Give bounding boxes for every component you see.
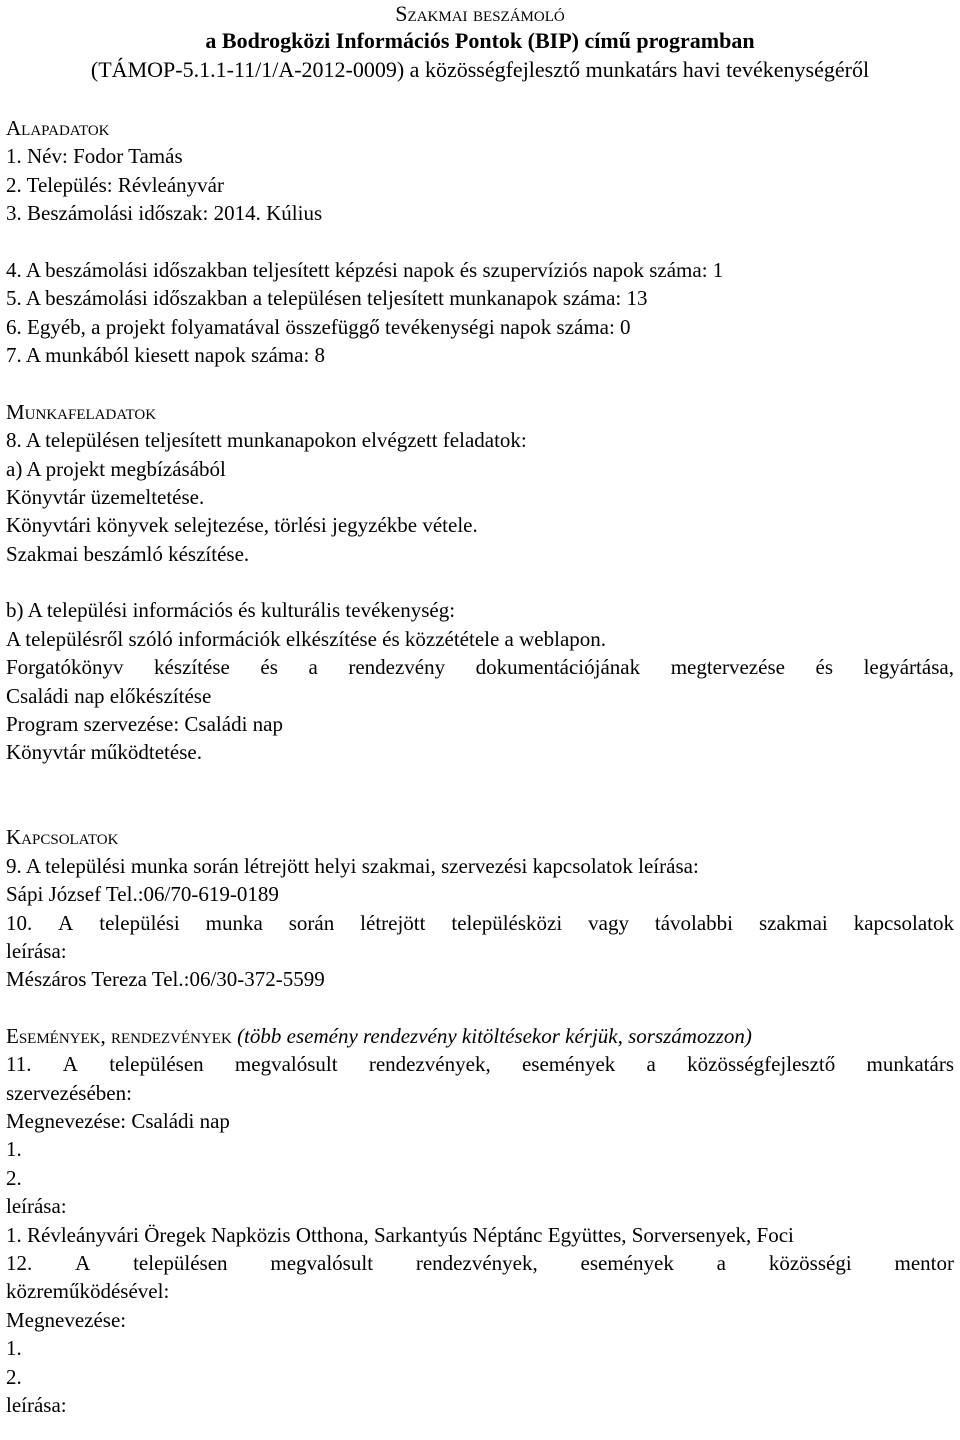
events-question-12-cont: közreműködésével: bbox=[6, 1279, 170, 1303]
word: a bbox=[308, 655, 318, 679]
task-item: A településről szóló információk elkészítése és közzététele a weblapon. bbox=[6, 627, 607, 651]
task-item: Családi nap előkészítése bbox=[6, 684, 212, 708]
task-item: Könyvtári könyvek selejtezése, törlési jegyzékbe vétele. bbox=[6, 513, 478, 537]
section-heading-esemenyek bbox=[6, 1022, 752, 1050]
section-heading-munkafeladatok: Munkafeladatok bbox=[6, 400, 157, 424]
events-heading-note: (több esemény rendezvény kitöltésekor kérjük, sorszámozzon) bbox=[237, 1024, 752, 1048]
contacts-question-9: 9. A települési munka során létrejött helyi szakmai, szervezési kapcsolatok leírása: bbox=[6, 854, 699, 878]
contacts-question-10-cont: leírása: bbox=[6, 939, 67, 963]
stat-missed-days: 7. A munkából kiesett napok száma: 8 bbox=[6, 343, 326, 367]
stat-other-days: 6. Egyéb, a projekt folyamatával összefüggő tevékenységi napok száma: 0 bbox=[6, 315, 631, 339]
contacts-answer-9: Sápi József Tel.:06/70-619-0189 bbox=[6, 882, 279, 906]
word: megvalósult bbox=[270, 1251, 374, 1275]
word: rendezvény bbox=[348, 655, 446, 679]
events-12-number: 1. bbox=[6, 1336, 22, 1360]
tasks-intro: 8. A településen teljesített munkanapokon elvégzett feladatok: bbox=[6, 428, 527, 452]
word: településen bbox=[133, 1251, 228, 1275]
events-11-desc-label: leírása: bbox=[6, 1194, 67, 1218]
report-subtitle: a Bodrogközi Információs Pontok (BIP) című programban bbox=[205, 28, 755, 53]
events-11-desc: 1. Révleányvári Öregek Napközis Otthona, Sarkantyús Néptánc Együttes, Sorversenyek, Foci bbox=[6, 1223, 794, 1247]
events-question-12 bbox=[6, 1249, 954, 1277]
field-settlement: 2. Település: Révleányvár bbox=[6, 173, 224, 197]
word: közösségfejlesztő bbox=[687, 1052, 836, 1076]
section-heading-alapadatok: Alapadatok bbox=[6, 116, 110, 140]
word: létrejött bbox=[360, 911, 426, 935]
stat-training-days: 4. A beszámolási időszakban teljesített képzési napok és szupervíziós napok száma: 1 bbox=[6, 258, 724, 282]
field-period: 3. Beszámolási időszak: 2014. Kúlius bbox=[6, 201, 323, 225]
events-12-name: Megnevezése: bbox=[6, 1308, 127, 1332]
word: rendezvények, bbox=[368, 1052, 491, 1076]
stat-working-days: 5. A beszámolási időszakban a településen teljesített munkanapok száma: 13 bbox=[6, 286, 648, 310]
word: 10. bbox=[6, 911, 33, 935]
word: A bbox=[58, 911, 74, 935]
word: településközi bbox=[451, 911, 563, 935]
word: A bbox=[75, 1251, 91, 1275]
word: és bbox=[815, 655, 834, 679]
word: a bbox=[646, 1052, 656, 1076]
tasks-a-title: a) A projekt megbízásából bbox=[6, 457, 226, 481]
word: események bbox=[521, 1052, 616, 1076]
task-item: Program szervezése: Családi nap bbox=[6, 712, 283, 736]
word: a bbox=[716, 1251, 726, 1275]
word: Forgatókönyv bbox=[6, 655, 124, 679]
word: mentor bbox=[894, 1251, 954, 1275]
contacts-question-10 bbox=[6, 909, 954, 937]
tasks-b-title: b) A települési információs és kulturális tevékenység: bbox=[6, 598, 456, 622]
events-question-11-cont: szervezésében: bbox=[6, 1081, 132, 1105]
task-item-justified bbox=[6, 653, 954, 681]
report-project-line: (TÁMOP-5.1.1-11/1/A-2012-0009) a közösségfejlesztő munkatárs havi tevékenységéről bbox=[90, 57, 870, 82]
word: munka bbox=[205, 911, 263, 935]
word: készítése bbox=[154, 655, 230, 679]
word: megtervezése bbox=[670, 655, 785, 679]
word: dokumentációjának bbox=[475, 655, 641, 679]
events-heading: Események, rendezvények bbox=[6, 1024, 232, 1048]
word: megvalósult bbox=[234, 1052, 338, 1076]
word: településen bbox=[109, 1052, 204, 1076]
word: és bbox=[260, 655, 278, 679]
word: rendezvények, bbox=[415, 1251, 538, 1275]
events-11-name: Megnevezése: Családi nap bbox=[6, 1109, 230, 1133]
word: legyártása, bbox=[863, 655, 954, 679]
field-name: 1. Név: Fodor Tamás bbox=[6, 144, 183, 168]
word: települési bbox=[99, 911, 180, 935]
section-heading-kapcsolatok: Kapcsolatok bbox=[6, 825, 119, 849]
task-item: Könyvtár működtetése. bbox=[6, 740, 202, 764]
events-question-11 bbox=[6, 1050, 954, 1078]
word: A bbox=[62, 1052, 78, 1076]
word: vagy bbox=[588, 911, 629, 935]
word: szakmai bbox=[758, 911, 828, 935]
word: során bbox=[288, 911, 335, 935]
word: 11. bbox=[6, 1052, 32, 1076]
contacts-answer-10: Mészáros Tereza Tel.:06/30-372-5599 bbox=[6, 967, 325, 991]
events-11-number: 2. bbox=[6, 1166, 22, 1190]
task-item: Szakmai beszámló készítése. bbox=[6, 542, 250, 566]
report-title: Szakmai beszámoló bbox=[395, 1, 565, 26]
task-item: Könyvtár üzemeltetése. bbox=[6, 485, 205, 509]
word: munkatárs bbox=[866, 1052, 954, 1076]
word: közösségi bbox=[768, 1251, 852, 1275]
events-12-number: 2. bbox=[6, 1365, 22, 1389]
word: 12. bbox=[6, 1251, 33, 1275]
events-12-desc-label: leírása: bbox=[6, 1393, 67, 1417]
word: események bbox=[580, 1251, 674, 1275]
word: távolabbi bbox=[654, 911, 734, 935]
word: kapcsolatok bbox=[853, 911, 954, 935]
events-11-number: 1. bbox=[6, 1137, 22, 1161]
